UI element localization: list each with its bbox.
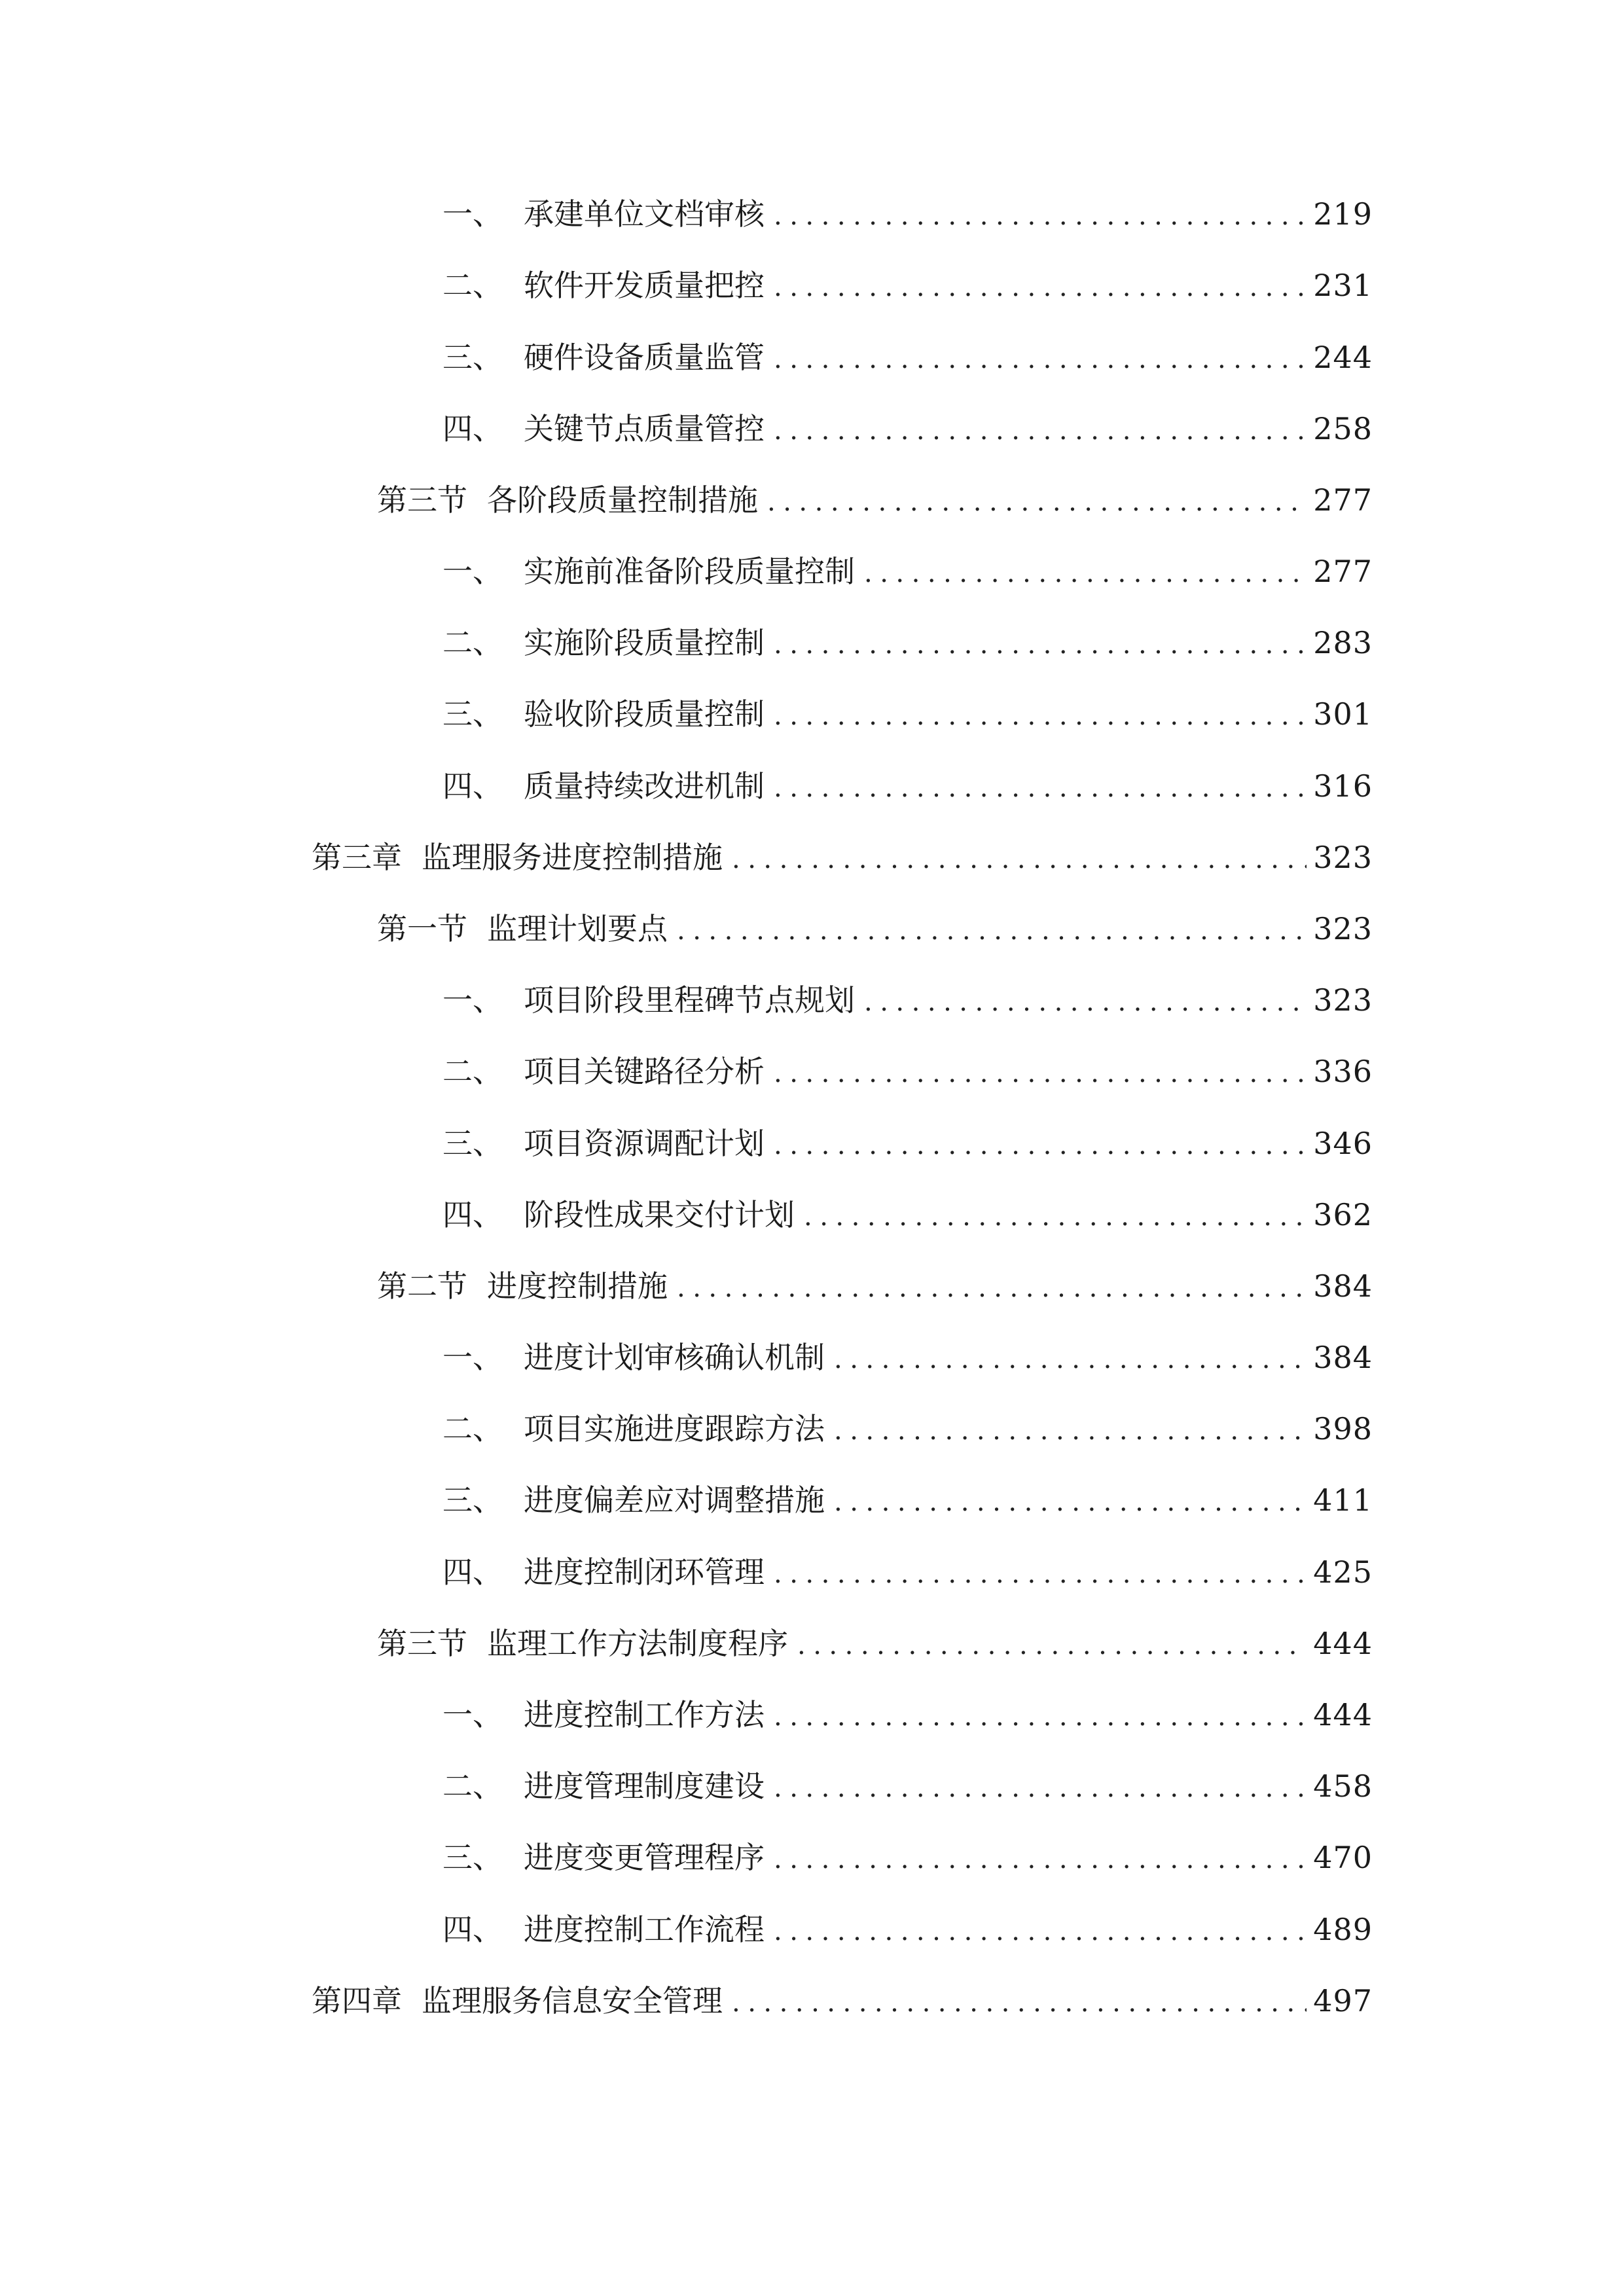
dot-leader (774, 203, 1307, 229)
entry-number: 一、 (442, 982, 503, 1018)
entry-page-number: 244 (1313, 340, 1373, 375)
entry-title: 质量持续改进机制 (524, 768, 765, 804)
toc-entry[interactable] (377, 898, 1373, 944)
toc-entry[interactable] (442, 1755, 1373, 1804)
toc-entry[interactable] (442, 1113, 1373, 1161)
entry-page-number: 283 (1313, 625, 1373, 660)
dot-leader (774, 1846, 1307, 1873)
entry-title: 各阶段质量控制措施 (487, 482, 758, 518)
entry-number: 第三节 (377, 1626, 467, 1661)
toc-entry[interactable] (442, 755, 1373, 804)
toc-entry[interactable] (442, 1041, 1373, 1089)
entry-title: 监理服务进度控制措施 (422, 840, 723, 875)
dot-leader (774, 632, 1307, 658)
toc-entry[interactable] (312, 827, 1373, 875)
entry-title: 项目阶段里程碑节点规划 (524, 982, 855, 1018)
entry-page-number: 231 (1313, 268, 1373, 303)
dot-leader (774, 1561, 1307, 1587)
entry-page-number: 425 (1313, 1554, 1373, 1590)
toc-entry[interactable] (442, 1398, 1373, 1444)
toc-entry[interactable] (442, 398, 1373, 444)
toc-entry[interactable] (312, 1970, 1373, 2016)
entry-page-number: 497 (1313, 1983, 1373, 2018)
entry-page-number: 277 (1313, 482, 1373, 518)
entry-page-number: 258 (1313, 411, 1373, 446)
toc-entry[interactable] (442, 1184, 1373, 1230)
toc-entry[interactable] (377, 1255, 1373, 1304)
entry-title: 监理工作方法制度程序 (487, 1626, 788, 1661)
entry-title: 监理计划要点 (487, 911, 668, 946)
dot-leader (774, 274, 1307, 300)
entry-number: 四、 (442, 1197, 503, 1232)
entry-page-number: 384 (1313, 1268, 1373, 1304)
entry-page-number: 384 (1313, 1340, 1373, 1375)
entry-number: 一、 (442, 554, 503, 589)
dot-leader (774, 1704, 1307, 1730)
entry-number: 第一节 (377, 911, 467, 946)
entry-page-number: 219 (1313, 196, 1373, 232)
entry-page-number: 470 (1313, 1840, 1373, 1875)
toc-entry[interactable] (442, 1469, 1373, 1518)
dot-leader (774, 775, 1307, 801)
entry-title: 项目实施进度跟踪方法 (524, 1411, 825, 1446)
entry-page-number: 489 (1313, 1912, 1373, 1947)
dot-leader (804, 1204, 1307, 1230)
entry-number: 第三节 (377, 482, 467, 518)
entry-page-number: 362 (1313, 1197, 1373, 1232)
entry-number: 一、 (442, 1340, 503, 1375)
toc-entry[interactable] (377, 1613, 1373, 1659)
entry-title: 阶段性成果交付计划 (524, 1197, 795, 1232)
toc-entry[interactable] (442, 1684, 1373, 1730)
dot-leader (774, 346, 1307, 372)
entry-title: 实施前准备阶段质量控制 (524, 554, 855, 589)
entry-number: 二、 (442, 1054, 503, 1089)
entry-number: 三、 (442, 340, 503, 375)
toc-entry[interactable] (442, 541, 1373, 589)
entry-title: 进度变更管理程序 (524, 1840, 765, 1875)
entry-title: 软件开发质量把控 (524, 268, 765, 303)
dot-leader (774, 1775, 1307, 1801)
dot-leader (864, 560, 1307, 586)
entry-title: 硬件设备质量监管 (524, 340, 765, 375)
entry-number: 第四章 (312, 1983, 402, 2018)
toc-entry[interactable] (442, 612, 1373, 658)
entry-page-number: 346 (1313, 1126, 1373, 1161)
dot-leader (774, 1918, 1307, 1945)
dot-leader (732, 846, 1307, 872)
entry-title: 项目关键路径分析 (524, 1054, 765, 1089)
entry-page-number: 411 (1313, 1482, 1373, 1518)
entry-title: 验收阶段质量控制 (524, 696, 765, 732)
dot-leader (677, 1275, 1307, 1301)
toc-entry[interactable] (377, 469, 1373, 518)
dot-leader (774, 418, 1307, 444)
toc-entry[interactable] (442, 1541, 1373, 1590)
dot-leader (677, 918, 1307, 944)
entry-number: 三、 (442, 1840, 503, 1875)
entry-number: 四、 (442, 768, 503, 804)
entry-number: 第三章 (312, 840, 402, 875)
entry-number: 二、 (442, 1411, 503, 1446)
entry-page-number: 444 (1313, 1626, 1373, 1661)
entry-title: 监理服务信息安全管理 (422, 1983, 723, 2018)
entry-title: 项目资源调配计划 (524, 1126, 765, 1161)
entry-number: 一、 (442, 196, 503, 232)
entry-page-number: 316 (1313, 768, 1373, 804)
entry-title: 进度控制闭环管理 (524, 1554, 765, 1590)
toc-entry[interactable] (442, 1827, 1373, 1873)
entry-title: 进度偏差应对调整措施 (524, 1482, 825, 1518)
entry-number: 四、 (442, 1554, 503, 1590)
toc-entry[interactable] (442, 969, 1373, 1018)
entry-page-number: 444 (1313, 1697, 1373, 1732)
entry-page-number: 323 (1313, 911, 1373, 946)
entry-number: 二、 (442, 625, 503, 660)
toc-entry[interactable] (442, 255, 1373, 303)
toc-entry[interactable] (442, 1899, 1373, 1945)
dot-leader (767, 489, 1307, 515)
entry-title: 关键节点质量管控 (524, 411, 765, 446)
entry-title: 进度控制措施 (487, 1268, 668, 1304)
dot-leader (864, 989, 1307, 1015)
entry-number: 一、 (442, 1697, 503, 1732)
dot-leader (774, 1132, 1307, 1158)
toc-entry[interactable] (442, 327, 1373, 375)
toc-entry[interactable] (442, 183, 1373, 232)
entry-title: 进度管理制度建设 (524, 1768, 765, 1804)
entry-page-number: 458 (1313, 1768, 1373, 1804)
entry-page-number: 398 (1313, 1411, 1373, 1446)
dot-leader (834, 1346, 1307, 1372)
entry-number: 三、 (442, 696, 503, 732)
entry-number: 三、 (442, 1126, 503, 1161)
entry-title: 进度控制工作方法 (524, 1697, 765, 1732)
entry-number: 四、 (442, 411, 503, 446)
dot-leader (774, 1060, 1307, 1086)
entry-title: 进度控制工作流程 (524, 1912, 765, 1947)
entry-number: 三、 (442, 1482, 503, 1518)
dot-leader (732, 1990, 1307, 2016)
entry-page-number: 323 (1313, 840, 1373, 875)
entry-page-number: 301 (1313, 696, 1373, 732)
dot-leader (774, 703, 1307, 729)
entry-page-number: 323 (1313, 982, 1373, 1018)
entry-page-number: 336 (1313, 1054, 1373, 1089)
toc-entry[interactable] (442, 1327, 1373, 1375)
entry-title: 承建单位文档审核 (524, 196, 765, 232)
dot-leader (834, 1418, 1307, 1444)
entry-number: 四、 (442, 1912, 503, 1947)
toc-entry[interactable] (442, 683, 1373, 732)
dot-leader (797, 1632, 1307, 1659)
entry-title: 实施阶段质量控制 (524, 625, 765, 660)
entry-title: 进度计划审核确认机制 (524, 1340, 825, 1375)
dot-leader (834, 1489, 1307, 1515)
entry-number: 第二节 (377, 1268, 467, 1304)
entry-page-number: 277 (1313, 554, 1373, 589)
entry-number: 二、 (442, 1768, 503, 1804)
entry-number: 二、 (442, 268, 503, 303)
